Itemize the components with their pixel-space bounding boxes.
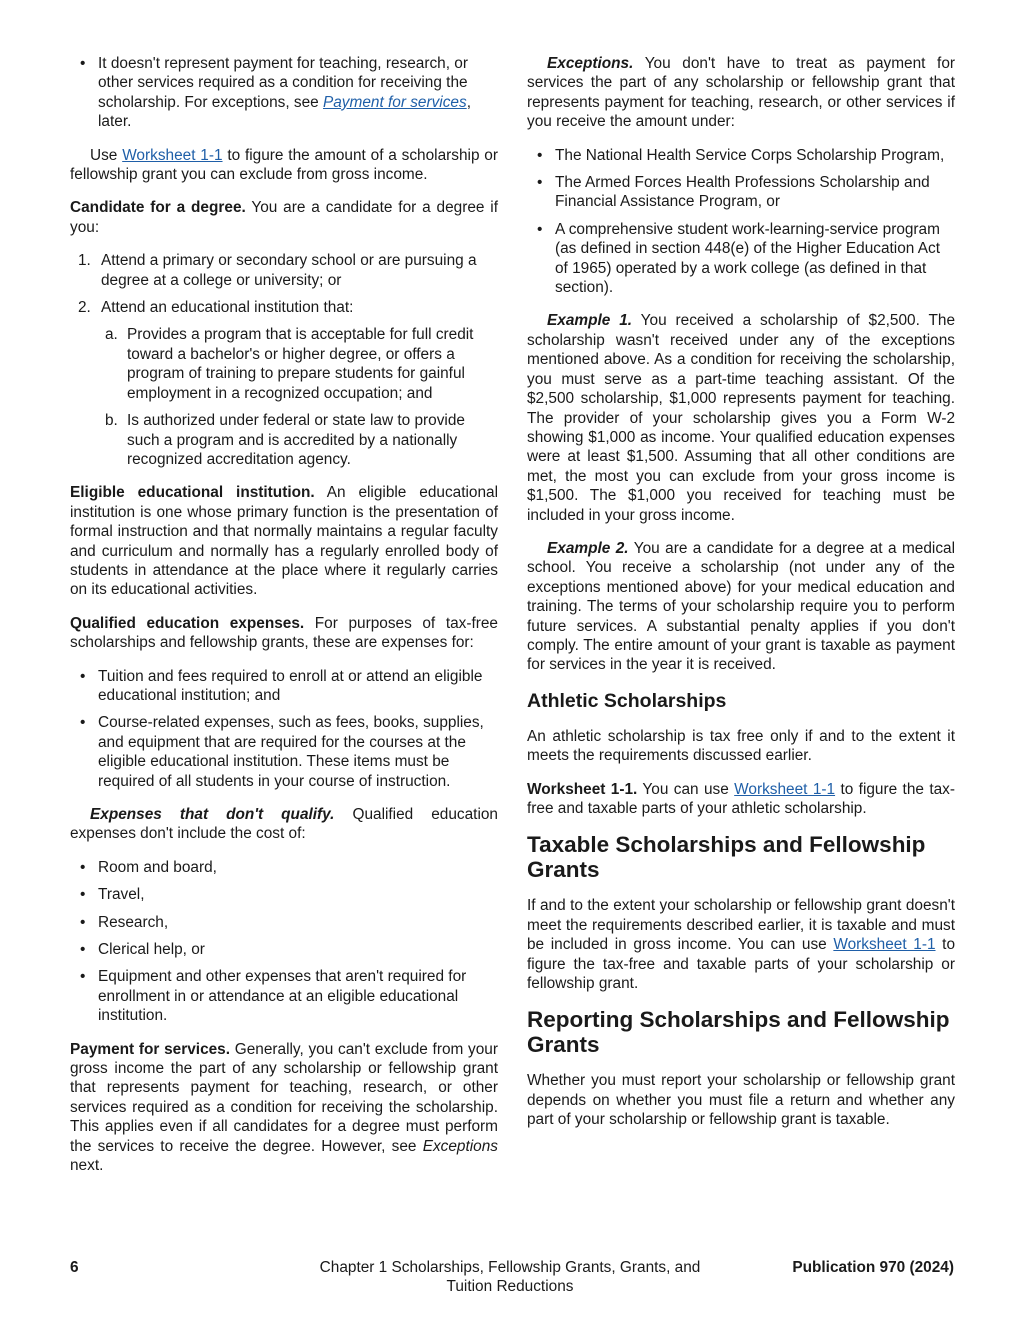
candidate-heading: Candidate for a degree. bbox=[70, 199, 246, 217]
taxable-scholarships-heading: Taxable Scholarships and Fellowship Grants bbox=[527, 832, 926, 883]
list-item: • Equipment and other expenses that aren't required for enrollment in or attendance at an eligible educational institution. bbox=[70, 967, 498, 1025]
worksheet-1-1-link[interactable]: Worksheet 1-1 bbox=[734, 780, 836, 798]
list-item: • A comprehensive student work-learning-service program (as defined in section 448(e) of the Higher Education Act of 1965) operated by a work college (as defined in that section). bbox=[527, 220, 955, 298]
list-item: • It doesn't represent payment for teaching, research, or other services required as a condition for receiving the scholarship. For exceptions, see Payment for services, later. bbox=[70, 54, 498, 132]
list-item: a. Provides a program that is acceptable for full credit toward a bachelor's or higher degree, or offers a program of training to prepare students for gainful employment in a recognized occupation; and bbox=[105, 326, 474, 402]
dont-qualify-paragraph: Expenses that don't qualify. Qualified education expenses don't include the cost of: bbox=[70, 806, 498, 843]
example-1-heading: Example 1. bbox=[547, 312, 633, 330]
list-item: • Course-related expenses, such as fees, books, supplies, and equipment that are required for the courses at the eligible educational institution. These items must be required of all students in your course of instruction. bbox=[70, 713, 498, 791]
publication-title: Publication 970 (2024) bbox=[792, 1259, 954, 1276]
example-1-paragraph: Example 1. You received a scholarship of $2,500. The scholarship wasn't received under any of the exceptions mentioned above. As a condition for receiving the scholarship, you must serve as a part-time teaching assistant. Of the $2,500 scholarship, $1,000 represents payment for teaching. The provider of your scholarship gives you a Form W-2 showing $1,000 as income. Your qualified education expenses were at least $1,500. Assuming that all other conditions are met, the most you can exclude from your gross income is $1,500. The $1,000 you received for teaching must be included in your gross income. bbox=[527, 312, 955, 524]
payment-for-services-paragraph: Payment for services. Generally, you can't exclude from your gross income the part of any scholarship or fellowship grant that represents payment for teaching, research, or other services required as a condition for receiving the scholarship. This applies even if all candidates for a degree must perform the services to receive the degree. However, see Exceptions next. bbox=[70, 1040, 498, 1175]
dont-qualify-list bbox=[70, 858, 498, 1026]
list-item: b. Is authorized under federal or state law to provide such a program and is accredited by a nationally recognized accreditation agency. bbox=[105, 412, 465, 468]
reporting-scholarships-heading: Reporting Scholarships and Fellowship Grants bbox=[527, 1007, 950, 1058]
worksheet-paragraph: Use Worksheet 1-1 to figure the amount of a scholarship or fellowship grant you can exclude from gross income. bbox=[70, 146, 498, 184]
list-item: • Travel, bbox=[70, 885, 498, 904]
athletic-scholarships-heading: Athletic Scholarships bbox=[527, 689, 727, 712]
list-item: • Room and board, bbox=[70, 858, 498, 877]
athletic-scholarships-paragraph: An athletic scholarship is tax free only if and to the extent it meets the requirements discussed earlier. bbox=[527, 727, 955, 765]
worksheet-athletic-paragraph: Worksheet 1-1. You can use Worksheet 1-1 to figure the tax-free and taxable parts of your athletic scholarship. bbox=[527, 780, 955, 817]
list-item: • Clerical help, or bbox=[70, 940, 498, 959]
list-item: • The Armed Forces Health Professions Scholarship and Financial Assistance Program, or bbox=[527, 173, 955, 212]
taxable-scholarships-paragraph: If and to the extent your scholarship or fellowship grant doesn't meet the requirements described earlier, it is taxable and must be included in gross income. You can use Worksheet 1-1 to figure the tax-free and taxable parts of your scholarship or fellowship grant. bbox=[527, 897, 956, 993]
candidate-paragraph: Candidate for a degree. You are a candidate for a degree if you: bbox=[70, 199, 498, 236]
exceptions-heading: Exceptions. bbox=[547, 55, 634, 72]
worksheet-1-1-heading: Worksheet 1-1. bbox=[527, 780, 638, 798]
qualified-expenses-list bbox=[70, 667, 498, 791]
exceptions-paragraph: Exceptions. You don't have to treat as payment for services the part of any scholarship or fellowship grant that represents payment for teaching, research, or other services if you receive the amount under: bbox=[527, 55, 955, 131]
list-item: 1. Attend a primary or secondary school or are pursuing a degree at a college or university; or bbox=[78, 252, 477, 289]
left-column bbox=[70, 54, 498, 1190]
example-2-heading: Example 2. bbox=[547, 539, 629, 557]
page-number: 6 bbox=[70, 1259, 79, 1276]
institution-sub-list bbox=[101, 325, 498, 469]
eligible-institution-heading: Eligible educational institution. bbox=[70, 484, 315, 502]
worksheet-1-1-link[interactable]: Worksheet 1-1 bbox=[833, 936, 936, 954]
list-item: • The National Health Service Corps Scholarship Program, bbox=[527, 146, 955, 165]
payment-for-services-heading: Payment for services. bbox=[70, 1040, 231, 1058]
reporting-scholarships-paragraph: Whether you must report your scholarship or fellowship grant depends on whether you must file a return and whether any part of your scholarship or fellowship grant is taxable. bbox=[527, 1072, 955, 1129]
qualified-expenses-heading: Qualified education expenses. bbox=[70, 614, 305, 632]
chapter-title: Chapter 1 Scholarships, Fellowship Grants, Grants, and Tuition Reductions bbox=[319, 1259, 701, 1295]
worksheet-1-1-link[interactable]: Worksheet 1-1 bbox=[122, 146, 223, 164]
candidate-numbered-list bbox=[70, 251, 498, 469]
eligible-institution-paragraph: Eligible educational institution. An eligible educational institution is one whose primary function is the presentation of formal instruction and that normally maintains a regular faculty and curriculum and normally has a regularly enrolled body of students in attendance at the place where it regularly carries on its educational activities. bbox=[70, 484, 498, 599]
exceptions-list bbox=[527, 146, 955, 298]
right-column bbox=[527, 54, 955, 1144]
qualified-expenses-paragraph: Qualified education expenses. For purposes of tax-free scholarships and fellowship grants, these are expenses for: bbox=[70, 614, 498, 652]
example-2-paragraph: Example 2. You are a candidate for a degree at a medical school. You receive a scholarship (not under any of the exceptions mentioned above) for your medical education and training. The terms of your scholarship require you to perform future services. A substantial penalty applies if you don't comply. The entire amount of your grant is taxable as payment for services in the year it is received. bbox=[527, 539, 955, 674]
payment-for-services-link[interactable]: Payment for services bbox=[322, 93, 467, 111]
dont-qualify-heading: Expenses that don't qualify. bbox=[90, 806, 335, 823]
bullet-list-scholarship-conditions bbox=[70, 54, 498, 132]
list-item: • Tuition and fees required to enroll at or attend an eligible educational institution; and bbox=[70, 667, 498, 706]
list-item: 2. Attend an educational institution that: a. Provides a program that is acceptable for full credit toward a bachelor's or higher degree, or offers a program of training to prepare students for gainful employment in a recognized occupation; and b. Is authorized under federal or state law to provide such a program and is accredited by a nationally recognized accreditation agency. bbox=[70, 298, 498, 469]
list-item: • Research, bbox=[70, 913, 498, 932]
